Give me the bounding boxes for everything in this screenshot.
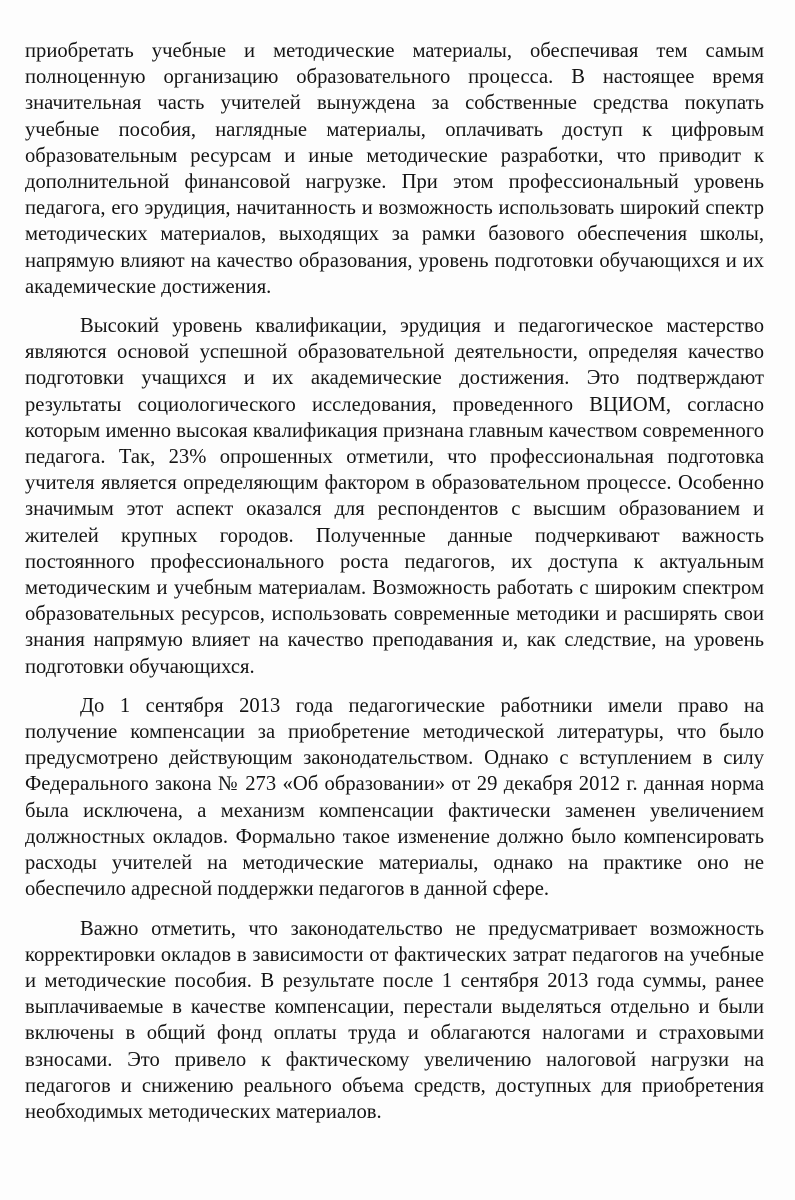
paragraph-1: приобретать учебные и методические материалы, обеспечивая тем самым полноценную организацию образовательного процесса. В настоящее время значительная часть учителей вынуждена за собственные средства покупать учебные пособия, наглядные материалы, оплачивать доступ к цифровым образовательным ресурсам и иные методические разработки, что приводит к дополнительной финансовой нагрузке. При этом профессиональный уровень педагога, его эрудиция, начитанность и возможность использовать широкий спектр методических материалов, выходящих за рамки базового обеспечения школы, напрямую влияют на качество образования, уровень подготовки обучающихся и их академические достижения.: [25, 40, 764, 298]
paragraph-3: До 1 сентября 2013 года педагогические работники имели право на получение компенсации за приобретение методической литературы, что было предусмотрено действующим законодательством. Однако с вступлением в силу Федерального закона № 273 «Об образовании» от 29 декабря 2012 г. данная норма была исключена, а механизм компенсации фактически заменен увеличением должностных окладов. Формально такое изменение должно было компенсировать расходы учителей на методические материалы, однако на практике оно не обеспечило адресной поддержки педагогов в данной сфере.: [25, 694, 764, 901]
paragraph-2: Высокий уровень квалификации, эрудиция и педагогическое мастерство являются основой успешной образовательной деятельности, определяя качество подготовки учащихся и их академические достижения. Это подтверждают результаты социологического исследования, проведенного ВЦИОМ, согласно которым именно высокая квалификация признана главным качеством современного педагога. Так, 23% опрошенных отметили, что профессиональная подготовка учителя является определяющим фактором в образовательном процессе. Особенно значимым этот аспект оказался для респондентов с высшим образованием и жителей крупных городов. Полученные данные подчеркивают важность постоянного профессионального роста педагогов, их доступа к актуальным методическим и учебным материалам. Возможность работать с широким спектром образовательных ресурсов, использовать современные методики и расширять свои знания напрямую влияет на качество преподавания и, как следствие, на уровень подготовки обучающихся.: [25, 315, 764, 678]
paragraph-4: Важно отметить, что законодательство не предусматривает возможность корректировки окладов в зависимости от фактических затрат педагогов на учебные и методические пособия. В результате после 1 сентября 2013 года суммы, ранее выплачиваемые в качестве компенсации, перестали выделяться отдельно и были включены в общий фонд оплаты труда и облагаются налогами и страховыми взносами. Это привело к фактическому увеличению налоговой нагрузки на педагогов и снижению реального объема средств, доступных для приобретения необходимых методических материалов.: [25, 917, 764, 1123]
